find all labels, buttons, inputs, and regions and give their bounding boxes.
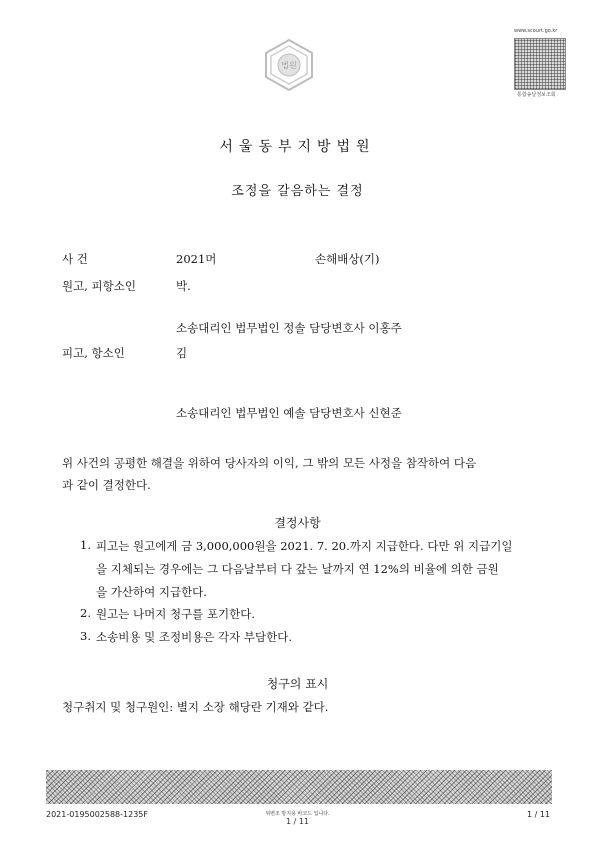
qr-code-icon [514,38,566,90]
page-number: 1 / 11 [527,810,551,819]
item-3-text: 소송비용 및 조정비용은 각자 부담한다. [96,630,293,644]
plaintiff-name: 박. [176,279,191,293]
item-1-num: 1. [80,538,91,552]
decision-title: 조정을 갈음하는 결정 [231,184,364,199]
item-2-text: 원고는 나머지 청구를 포기한다. [96,607,256,621]
plaintiff-counsel: 소송대리인 법무법인 정솔 담당변호사 이홍주 [176,321,402,335]
defendant-label: 피고, 항소인 [62,346,125,360]
court-name: 서울동부지방법원 [219,139,376,155]
item-2-num: 2. [80,606,91,620]
qr-label: 통합송달정보조회 [517,92,556,98]
claim-text: 청구취지 및 청구원인: 별지 소장 해당란 기재와 같다. [62,700,329,714]
anti-forgery-barcode [46,770,552,804]
defendant-counsel: 소송대리인 법무법인 예솔 담당변호사 신현준 [176,406,402,420]
claim-heading: 청구의 표시 [266,677,329,691]
item-1-line-3: 을 가산하여 지급한다. [96,585,207,599]
case-label: 사 건 [62,252,88,266]
court-seal-logo [262,38,316,92]
intro-line-1: 위 사건의 공평한 해결을 위하여 당사자의 이익, 그 밖의 모든 사정을 참작하여 다음 [62,456,477,470]
intro-line-2: 과 같이 결정한다. [62,478,151,492]
item-1-line-1: 피고는 원고에게 금 3,000,000원을 2021. 7. 20.까지 지급한다. 다만 위 지급기일 [96,539,513,553]
plaintiff-label: 원고, 피항소인 [62,279,136,293]
case-name: 손해배상(기) [315,252,380,266]
barcode-note: 위변조 방지용 바코드 입니다. [265,811,330,817]
item-3-num: 3. [80,629,91,643]
qr-url: www.scourt.go.kr [514,28,558,34]
seal-text: 법원 [281,61,297,70]
defendant-name: 김 [176,346,188,360]
case-number: 2021머 [176,252,217,266]
item-1-line-2: 을 지체되는 경우에는 그 다음날부터 다 갚는 날까지 연 12%의 비율에 의한 금원 [96,562,499,576]
document-id: 2021-0195002588-1235F [46,810,148,819]
decision-items-heading: 결정사항 [274,516,321,530]
center-page-number: 1 / 11 [285,817,310,826]
